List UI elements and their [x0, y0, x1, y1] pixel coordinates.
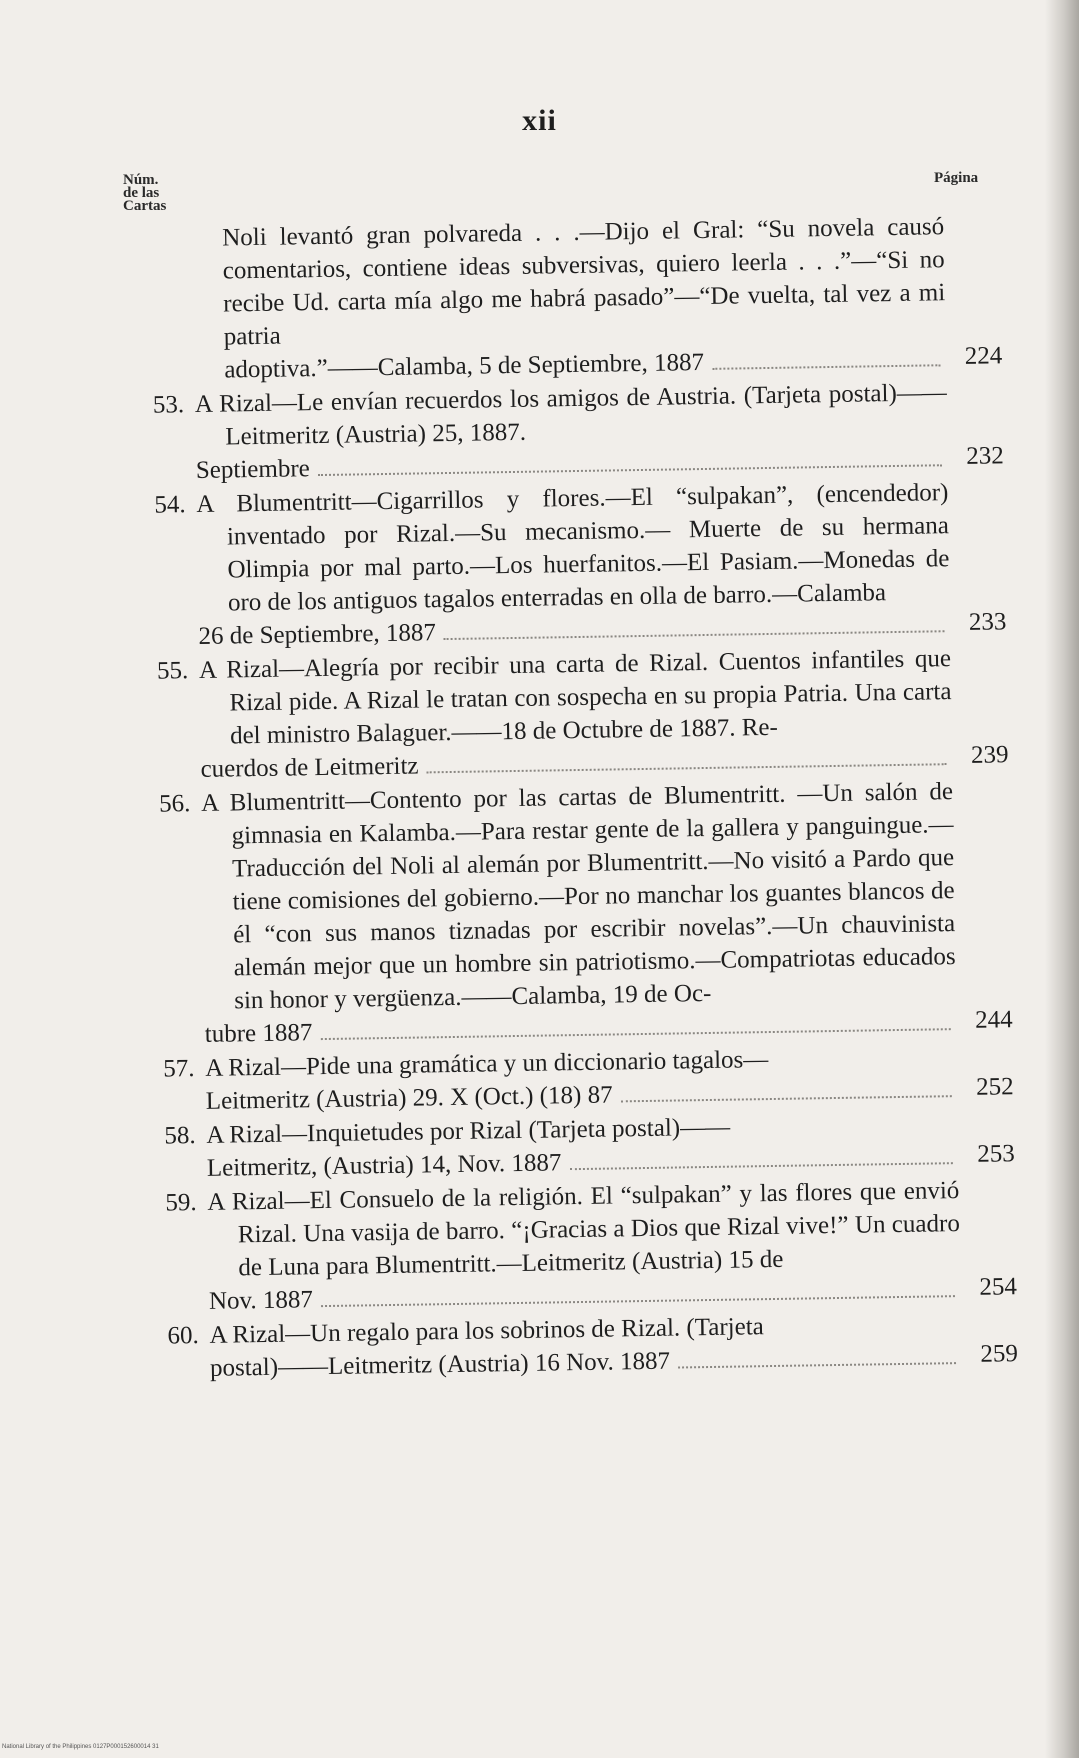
toc-entry-53 — [152, 375, 1004, 487]
entry-tail: postal)——Leitmeritz (Austria) 16 Nov. 1887 — [209, 1347, 671, 1382]
entry-tail: Septiembre — [195, 455, 310, 484]
header-line: Núm. — [123, 172, 159, 188]
entry-description — [196, 476, 950, 653]
column-header-letter-number — [123, 174, 166, 213]
entry-tail: 26 de Septiembre, 1887 — [198, 619, 437, 650]
entry-text: A Rizal—El Consuelo de la religión. El “sulpakan” y las flores que envió Rizal. Una vasija de barro. “¡Gracias a Dios que Rizal vive!” Un cuadro de Luna para Blumentritt.—Leitmeritz (Austria) 15 de — [207, 1177, 961, 1282]
toc-entry-58 — [164, 1106, 1015, 1185]
table-of-contents — [152, 209, 1019, 1386]
entry-page: 253 — [977, 1140, 1015, 1168]
toc-entry-60 — [167, 1306, 1019, 1385]
entry-page: 254 — [979, 1273, 1018, 1301]
dot-leader — [427, 763, 947, 773]
entry-description — [192, 210, 946, 387]
entry-number: 56. — [158, 790, 191, 818]
entry-page: 252 — [975, 1073, 1014, 1101]
entry-description — [206, 1107, 959, 1185]
toc-entry-56 — [158, 774, 1013, 1051]
entry-page: 244 — [974, 1006, 1013, 1034]
entry-number: 59. — [165, 1189, 197, 1217]
entry-number: 57. — [163, 1055, 195, 1083]
toc-entry-continued — [192, 209, 1002, 387]
dot-leader — [678, 1362, 956, 1368]
dot-leader — [621, 1095, 952, 1102]
entry-text: Noli levantó gran polvareda . . .—Dijo el Gral: “Su novela causó comentarios, contiene ideas subversivas, quiero leerla . . .”—“Si no recibe Ud. carta mía algo me habrá pasado”—“De vuelta, tal vez a mi patria — [222, 213, 946, 351]
toc-entry-59 — [165, 1173, 1018, 1318]
dot-leader — [444, 630, 945, 640]
entry-description — [207, 1174, 961, 1318]
entry-text: A Rizal—Alegría por recibir una carta de Rizal. Cuentos infantiles que Rizal pide. A Rizal le tratan con sospecha en su propia Patria. Una carta del ministro Balaguer.——18 de Octubre de 1887. Re- — [198, 645, 952, 750]
scan-footer-credit: National Library of the Philippines 0127P000152600014 31 — [2, 1744, 159, 1750]
entry-tail: tubre 1887 — [204, 1019, 313, 1048]
dot-leader — [569, 1162, 952, 1170]
entry-text: A Rizal—Pide una gramática y un diccionario tagalos— — [205, 1046, 769, 1082]
entry-last-line — [209, 1340, 962, 1384]
entry-tail: cuerdos de Leitmeritz — [200, 752, 419, 783]
entry-text: A Rizal—Inquietudes por Rizal (Tarjeta postal)—— — [206, 1113, 731, 1149]
header-line: Cartas — [123, 198, 167, 214]
dot-leader — [712, 364, 940, 370]
header-line: de las — [123, 185, 160, 201]
entry-page: 224 — [964, 342, 1003, 370]
entry-page: 239 — [970, 741, 1009, 769]
toc-entry-57 — [163, 1039, 1014, 1118]
dot-leader — [320, 1028, 950, 1040]
entry-tail: Leitmeritz (Austria) 29. X (Oct.) (18) 87 — [205, 1081, 613, 1115]
entry-description — [195, 376, 948, 487]
dot-leader — [321, 1295, 955, 1307]
entry-description — [201, 775, 957, 1051]
toc-entry-55 — [156, 641, 1009, 786]
dot-leader — [318, 464, 942, 476]
entry-page: 259 — [980, 1340, 1019, 1368]
entry-text: A Rizal—Un regalo para los sobrinos de Rizal. (Tarjeta — [209, 1313, 764, 1349]
entry-tail: Leitmeritz, (Austria) 14, Nov. 1887 — [206, 1149, 562, 1182]
entry-number: 54. — [154, 491, 186, 519]
entry-text: A Blumentritt—Cigarrillos y flores.—El “sulpakan”, (encendedor) inventado por Rizal.—Su mecanismo.— Muerte de su hermana Olimpia por mal parto.—Los huerfanitos.—El Pasiam.—Monedas de oro de los antiguos tagalos enterradas en olla de barro.—Calamba — [196, 479, 950, 617]
entry-text: A Rizal—Le envían recuerdos los amigos de Austria. (Tarjeta postal)——Leitmeritz (Austria) 25, 1887. — [194, 379, 947, 451]
entry-description — [205, 1040, 958, 1118]
column-header-page: Página — [934, 170, 979, 186]
entry-number: 60. — [167, 1322, 199, 1350]
entry-text: A Blumentritt—Contento por las cartas de Blumentritt. —Un salón de gimnasia en Kalamba.—Para restar gente de la gallera y panguingue.—Traducción del Noli al alemán por Blumentritt.—No visitó a Pardo que tiene comisiones del gobierno.—Por no manchar los guantes blancos de él “con sus manos tiznadas por escribir novelas”.—Un chauvinista alemán mejor que un hombre sin patriotismo.—Compatriotas educados sin honor y vergüenza.——Calamba, 19 de Oc- — [200, 778, 956, 1015]
entry-number: 53. — [152, 391, 185, 419]
scan-shadow-edge — [1045, 0, 1079, 1758]
entry-tail: Nov. 1887 — [208, 1286, 314, 1315]
entry-page: 233 — [968, 608, 1007, 636]
toc-entry-54 — [154, 475, 1007, 653]
entry-page: 232 — [966, 442, 1004, 470]
entry-description — [209, 1307, 962, 1385]
entry-number: 55. — [156, 657, 189, 685]
page-number: xii — [522, 104, 557, 137]
entry-description — [199, 642, 953, 786]
entry-number: 58. — [164, 1122, 196, 1150]
entry-tail: adoptiva.”——Calamba, 5 de Septiembre, 1887 — [224, 348, 705, 384]
